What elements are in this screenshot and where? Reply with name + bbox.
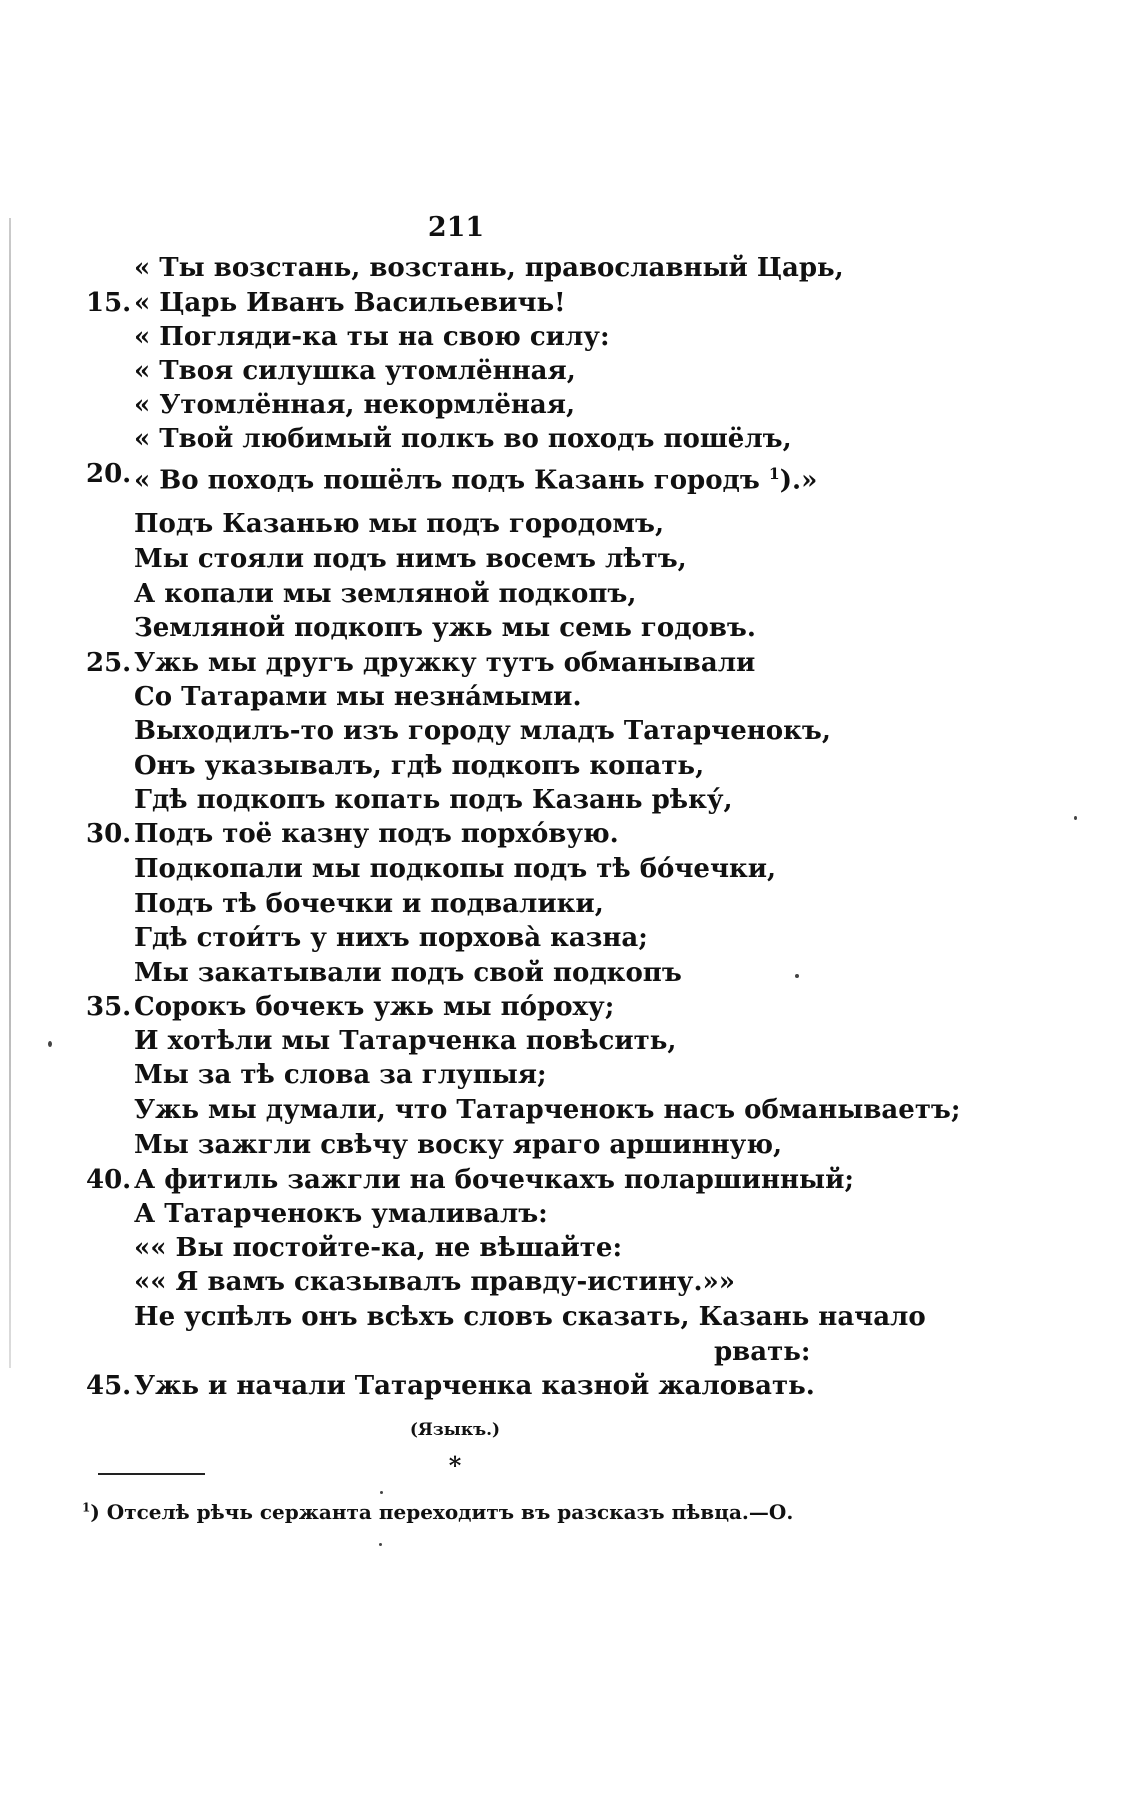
line-text [134,542,687,576]
verse-line [64,354,884,388]
source-attribution: (Языкъ.) [409,1420,501,1440]
line-text [134,783,733,817]
verse-line [64,1265,884,1299]
line-text-main: А фитиль зажгли на бочечкахъ поларшинный; [134,1165,854,1195]
line-text-main: Мы за тѣ слова за глупыя; [134,1060,547,1090]
line-text-main: Подъ тоё казну подъ порхо́вую. [134,819,619,849]
line-text-main: Ужь мы другъ дружку тутъ обманывали [134,648,756,678]
line-text [134,887,604,921]
line-text [134,1369,815,1403]
line-number: 35. [86,992,132,1022]
line-text [134,990,614,1024]
line-text [134,354,576,388]
verse-line [64,1369,884,1403]
line-number: 15. [86,288,132,318]
verse-line [64,1335,884,1369]
line-text [134,457,817,498]
scan-margin-bar [9,218,11,1368]
line-text-main: Выходилъ-то изъ городу младъ Татарченокъ, [134,716,831,746]
verse-line [64,457,884,496]
verse-line [64,852,884,886]
verse-line [64,388,884,422]
line-text [134,1231,622,1265]
verse-line [64,921,884,955]
line-text-main: Мы закатывали подъ свой подкопъ [134,958,682,988]
line-text [134,507,664,541]
line-text-main: А копали мы земляной подкопъ, [134,579,637,609]
verse-line [64,783,884,817]
line-text [134,1058,547,1092]
verse-line [64,714,884,748]
line-text-main: Онъ указывалъ, гдѣ подкопъ копать, [134,751,705,781]
line-text-main: « Твой любимый полкъ во походъ пошёлъ, [134,424,792,454]
line-text-main: « Твоя силушка утомлённая, [134,356,576,386]
verse-line [64,577,884,611]
line-text-main: Ужь и начали Татарченка казной жаловать. [134,1371,815,1401]
line-text-main: « Ты возстань, возстань, православный Царь, [134,253,844,283]
section-star: * [448,1451,462,1480]
verse-line [64,286,884,320]
line-text [134,1024,676,1058]
line-text [134,817,619,851]
line-text [134,577,636,611]
verse-line [64,507,884,541]
line-text-main: « Царь Иванъ Васильевичь! [134,288,566,318]
line-text-main: Подъ Казанью мы подъ городомъ, [134,509,664,539]
line-text [134,611,756,645]
scan-speck [48,1041,52,1047]
line-number: 30. [86,819,132,849]
scan-speck [795,974,799,978]
line-text-main: Со Татарами мы незна́мыми. [134,682,582,712]
line-text [134,749,704,783]
line-text-main: Земляной подкопъ ужь мы семь годовъ. [134,613,756,643]
line-text-closing: ).» [779,465,818,496]
footnote-ref: 1 [768,464,780,483]
verse-line [64,990,884,1024]
verse-line [64,1163,884,1197]
line-number: 45. [86,1371,132,1401]
line-text [134,646,755,680]
verse-line [64,611,884,645]
line-text [134,956,682,990]
verse-line [64,1128,884,1162]
line-text [134,714,831,748]
footnote-marker: 1 [82,1500,91,1515]
verse-line [64,542,884,576]
line-number: 40. [86,1165,132,1195]
line-text-main: « Во походъ пошёлъ подъ Казань городъ [134,465,760,496]
line-text-main: Мы стояли подъ нимъ восемъ лѣтъ, [134,544,687,574]
verse-line [64,887,884,921]
line-text [714,1335,810,1369]
line-text [134,1265,735,1299]
line-text-main: рвать: [714,1337,811,1367]
line-text-main: Ужь мы думали, что Татарченокъ насъ обманываетъ; [134,1095,961,1125]
verse-line [64,1197,884,1231]
page-number: 211 [427,212,485,243]
verse-line [64,1300,926,1334]
line-text-main: Подкопали мы подкопы подъ тѣ бо́чечки, [134,854,777,884]
line-number: 20. [86,459,132,489]
verse-line [64,646,884,680]
line-text [134,1128,782,1162]
line-text-main: Сорокъ бочекъ ужь мы по́роху; [134,992,615,1022]
line-text-main: А Татарченокъ умаливалъ: [134,1199,548,1229]
line-text [134,1093,960,1127]
footnote [82,1500,793,1524]
scan-speck [380,1491,383,1494]
line-text-main: И хотѣли мы Татарченка повѣсить, [134,1026,677,1056]
verse-line [64,320,884,354]
scan-speck [1074,816,1077,820]
verse-line [64,680,884,714]
line-text-main: Мы зажгли свѣчу воску яраго аршинную, [134,1130,783,1160]
line-text [134,251,844,285]
line-text [134,286,566,320]
line-text [134,921,648,955]
verse-line [64,1231,884,1265]
line-text [134,388,575,422]
line-text-main: « Погляди-ка ты на свою силу: [134,322,610,352]
verse-line [64,422,884,456]
line-text [134,852,776,886]
line-text-main: « Утомлённая, некормлёная, [134,390,575,420]
scan-speck [379,1543,382,1546]
line-text-main: Не успѣлъ онъ всѣхъ словъ сказать, Казань начало [134,1302,926,1332]
verse-line [64,251,884,285]
footnote-rule [98,1473,205,1475]
line-text [134,680,582,714]
line-text [134,320,610,354]
line-text [134,1300,926,1334]
verse-line [64,956,884,990]
line-text-main: «« Я вамъ сказывалъ правду-истину.»» [134,1267,735,1297]
line-text-main: Гдѣ стои́тъ у нихъ порхова̀ казна; [134,923,648,953]
verse-line [64,1093,961,1127]
verse-line [64,817,884,851]
line-text [134,422,792,456]
verse-line [64,1058,884,1092]
verse-line [64,1024,884,1058]
line-number: 25. [86,648,132,678]
footnote-text: ) Отселѣ рѣчь сержанта переходитъ въ разсказъ пѣвца.—О. [90,1500,794,1524]
verse-line [64,749,884,783]
line-text-main: «« Вы постойте-ка, не вѣшайте: [134,1233,623,1263]
line-text [134,1197,548,1231]
line-text-main: Подъ тѣ бочечки и подвалики, [134,889,604,919]
line-text [134,1163,854,1197]
line-text-main: Гдѣ подкопъ копать подъ Казань рѣку́, [134,785,733,815]
